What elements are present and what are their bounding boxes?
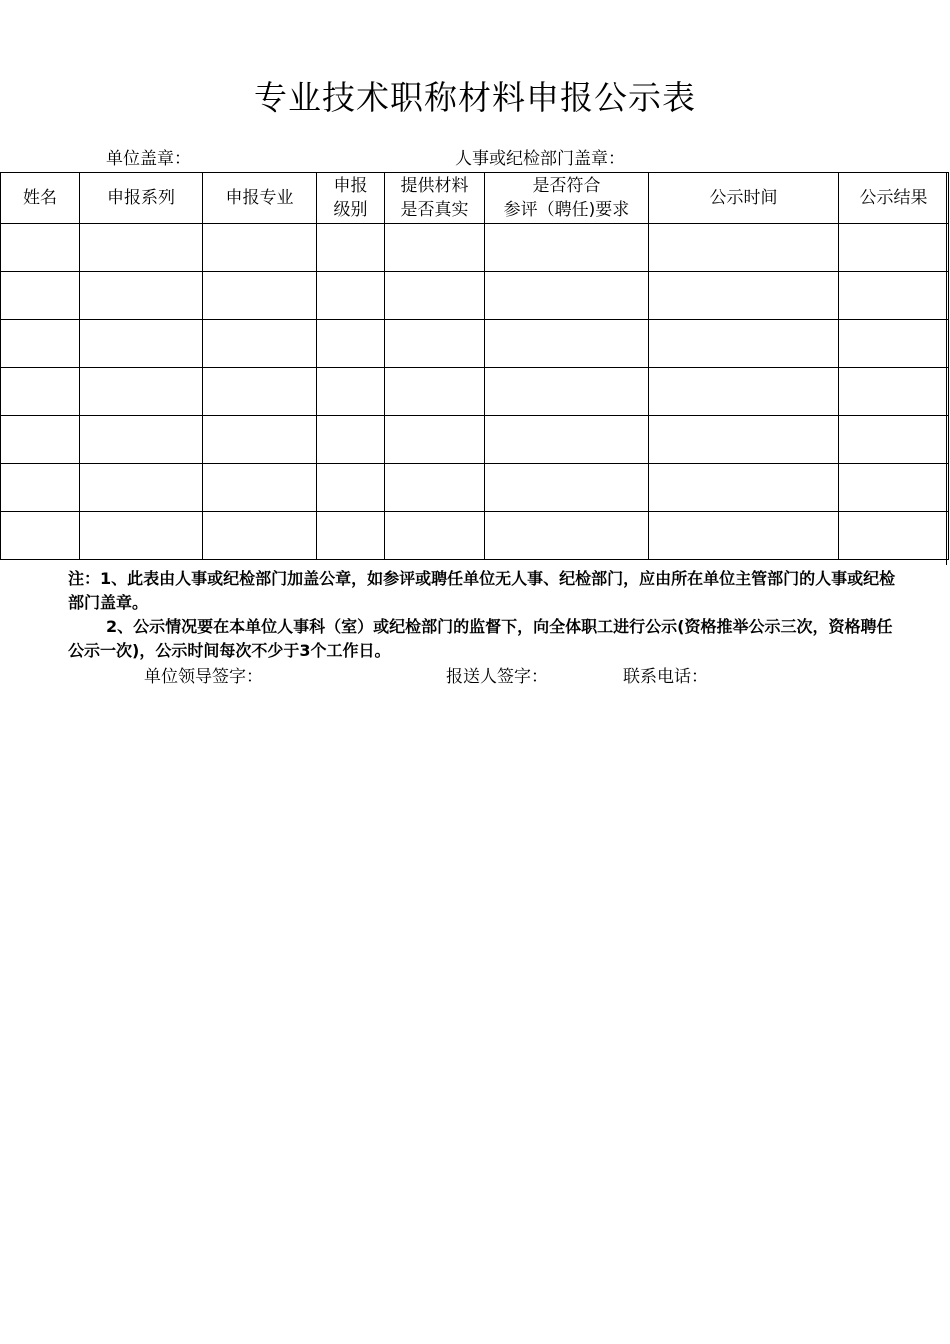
table-cell <box>317 272 385 320</box>
table-cell <box>649 512 839 560</box>
table-cell <box>485 272 649 320</box>
leader-signature-label: 单位领导签字： <box>144 667 263 687</box>
table-row <box>1 512 949 560</box>
table-cell <box>1 464 80 512</box>
table-cell <box>80 320 203 368</box>
table-row <box>1 224 949 272</box>
table-cell <box>485 512 649 560</box>
table-cell <box>1 512 80 560</box>
table-cell <box>203 512 317 560</box>
table-row <box>1 368 949 416</box>
table-cell <box>839 224 949 272</box>
table-cell <box>203 416 317 464</box>
table-cell <box>203 320 317 368</box>
table-cell <box>317 320 385 368</box>
table-cell <box>385 512 485 560</box>
table-cell <box>203 272 317 320</box>
table-cell <box>317 464 385 512</box>
table-cell <box>649 416 839 464</box>
table-cell <box>649 272 839 320</box>
table-row <box>1 464 949 512</box>
table-cell <box>649 224 839 272</box>
table-cell <box>317 368 385 416</box>
declaration-table <box>0 172 949 560</box>
note-1: 注：1、此表由人事或纪检部门加盖公章，如参评或聘任单位无人事、纪检部门，应由所在单位主管部门的人事或纪检部门盖章。 <box>68 569 896 612</box>
table-cell <box>203 224 317 272</box>
header-specialty: 申报专业 <box>203 173 317 224</box>
header-materials-true: 提供材料 是否真实 <box>385 173 485 224</box>
table-right-edge-line <box>946 172 947 565</box>
table-cell <box>80 224 203 272</box>
header-level: 申报 级别 <box>317 173 385 224</box>
table-cell <box>317 416 385 464</box>
table-cell <box>385 224 485 272</box>
sender-signature-label: 报送人签字： <box>446 667 548 687</box>
table-cell <box>649 320 839 368</box>
table-cell <box>80 512 203 560</box>
table-cell <box>839 512 949 560</box>
table-cell <box>385 320 485 368</box>
header-publicity-result: 公示结果 <box>839 173 949 224</box>
table-cell <box>1 272 80 320</box>
table-row <box>1 416 949 464</box>
table-header-row <box>1 173 949 224</box>
table-cell <box>485 368 649 416</box>
table-cell <box>317 512 385 560</box>
table-cell <box>203 368 317 416</box>
table-cell <box>649 368 839 416</box>
table-cell <box>485 416 649 464</box>
header-series: 申报系列 <box>80 173 203 224</box>
unit-seal-label: 单位盖章： <box>106 149 191 169</box>
table-cell <box>839 272 949 320</box>
header-meets-requirements: 是否符合 参评（聘任)要求 <box>485 173 649 224</box>
table-cell <box>385 272 485 320</box>
table-cell <box>80 272 203 320</box>
table-row <box>1 272 949 320</box>
phone-label: 联系电话： <box>623 667 708 687</box>
table-cell <box>839 464 949 512</box>
table-cell <box>317 224 385 272</box>
page-title: 专业技术职称材料申报公示表 <box>254 78 696 117</box>
table-cell <box>80 368 203 416</box>
hr-seal-label: 人事或纪检部门盖章： <box>455 149 625 169</box>
notes-block <box>68 567 898 663</box>
table-cell <box>485 320 649 368</box>
table-cell <box>1 416 80 464</box>
table-cell <box>203 464 317 512</box>
table-cell <box>80 416 203 464</box>
table-cell <box>80 464 203 512</box>
table-cell <box>1 320 80 368</box>
header-publicity-time: 公示时间 <box>649 173 839 224</box>
note-2: 2、公示情况要在本单位人事科（室）或纪检部门的监督下，向全体职工进行公示(资格推举公示三次，资格聘任公示一次)，公示时间每次不少于3个工作日。 <box>68 617 893 660</box>
table-cell <box>485 464 649 512</box>
table-cell <box>839 416 949 464</box>
table-cell <box>385 416 485 464</box>
table-cell <box>839 320 949 368</box>
table-cell <box>1 224 80 272</box>
table-cell <box>485 224 649 272</box>
table-row <box>1 320 949 368</box>
table-cell <box>385 464 485 512</box>
header-name: 姓名 <box>1 173 80 224</box>
table-cell <box>385 368 485 416</box>
table-cell <box>1 368 80 416</box>
table-cell <box>839 368 949 416</box>
table-cell <box>649 464 839 512</box>
